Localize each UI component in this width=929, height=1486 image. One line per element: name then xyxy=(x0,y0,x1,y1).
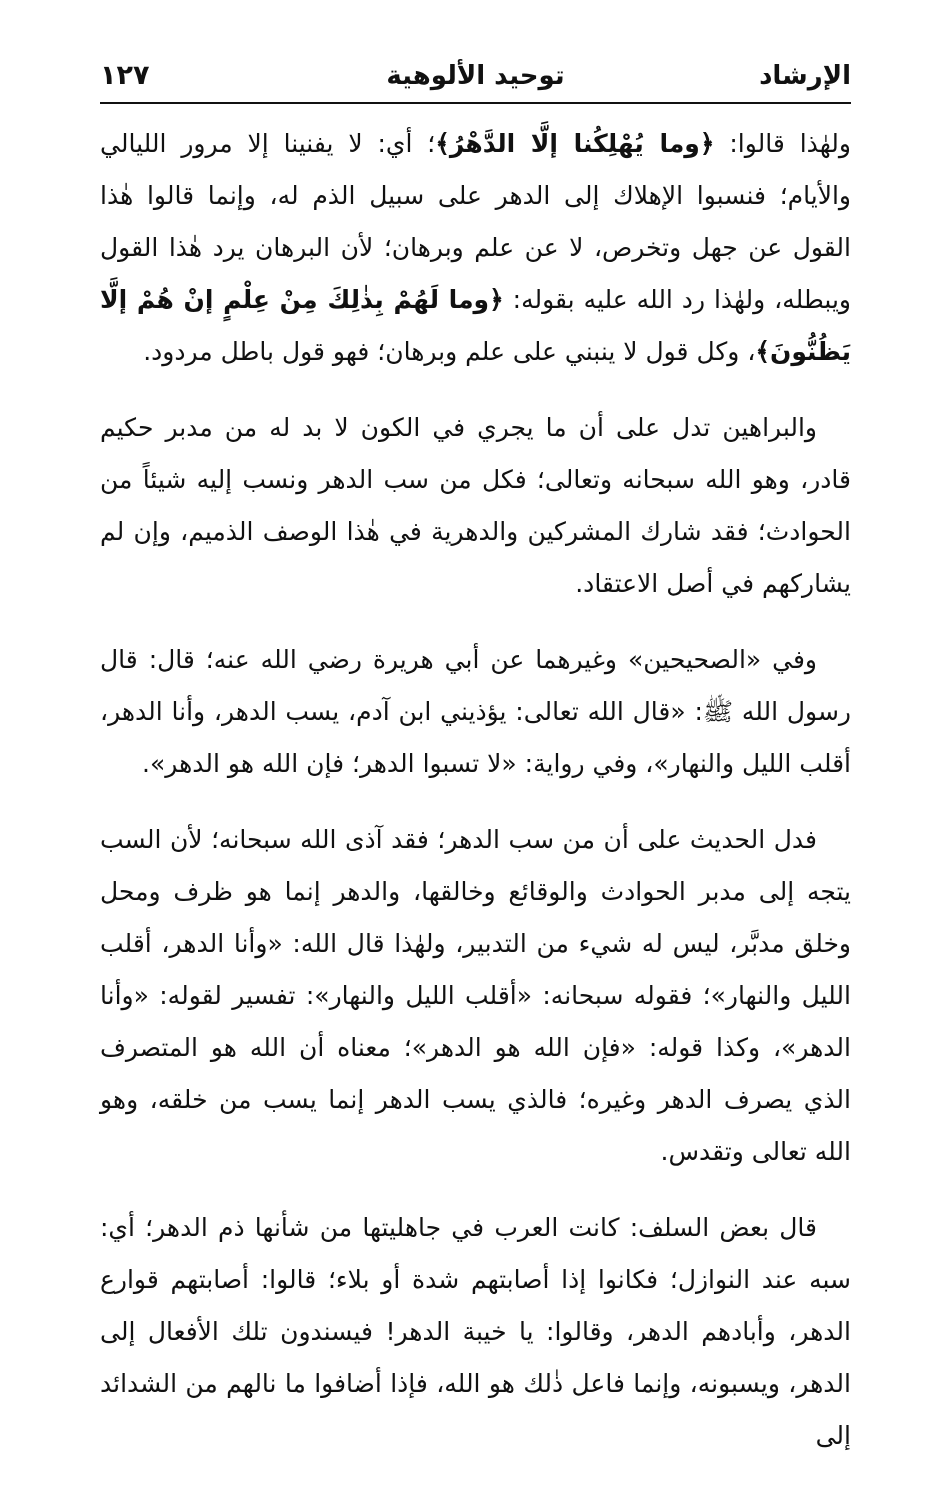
quran-verse-2: ﴿وما لَهُمْ بِذٰلِكَ مِنْ عِلْمٍ إنْ هُمْ إلَّا يَظُنُّونَ﴾ xyxy=(100,285,851,366)
paragraph-4: فدل الحديث على أن من سب الدهر؛ فقد آذى الله سبحانه؛ لأن السب يتجه إلى مدبر الحوادث والوقائع وخالقها، والدهر إنما هو ظرف ومحل وخلق مدبَّر، ليس له شيء من التدبير، ولهٰذا قال الله: «وأنا الدهر، أقلب الليل والنهار»؛ فقوله سبحانه: «أقلب الليل والنهار»: تفسير لقوله: «وأنا الدهر»، وكذا قوله: «فإن الله هو الدهر»؛ معناه أن الله هو المتصرف الذي يصرف الدهر وغيره؛ فالذي يسب الدهر إنما يسب من خلقه، وهو الله تعالى وتقدس. xyxy=(100,825,851,1166)
paragraph-3: وفي «الصحيحين» وغيرهما عن أبي هريرة رضي الله عنه؛ قال: قال رسول الله ﷺ: «قال الله تعالى: يؤذيني ابن آدم، يسب الدهر، وأنا الدهر، أقلب الليل والنهار»، وفي رواية: «لا تسبوا الدهر؛ فإن الله هو الدهر». xyxy=(100,645,851,778)
paragraph-1-text: ولهٰذا قالوا: xyxy=(714,129,851,158)
page-number: ١٢٧ xyxy=(100,60,150,91)
paragraph-1-text-3: ، وكل قول لا ينبني على علم وبرهان؛ فهو قول باطل مردود. xyxy=(143,337,756,366)
paragraph-1 xyxy=(100,118,851,378)
paragraph-5: قال بعض السلف: كانت العرب في جاهليتها من شأنها ذم الدهر؛ أي: سبه عند النوازل؛ فكانوا إذا أصابتهم شدة أو بلاء؛ قالوا: أصابتهم قوارع الدهر، وأبادهم الدهر، وقالوا: يا خيبة الدهر! فيسندون تلك الأفعال إلى الدهر، ويسبونه، وإنما فاعل ذٰلك هو الله، فإذا أضافوا ما نالهم من الشدائد إلى xyxy=(100,1213,851,1450)
quran-verse-1: ﴿وما يُهْلِكُنا إلَّا الدَّهْرُ﴾ xyxy=(435,129,715,158)
chapter-title: توحيد الألوهية xyxy=(386,61,565,91)
book-name: الإرشاد xyxy=(759,61,851,91)
page-header xyxy=(100,58,851,98)
page-body xyxy=(100,118,851,1486)
header-rule xyxy=(100,102,851,104)
paragraph-1-text-2: ؛ أي: لا يفنينا إلا مرور الليالي والأيام؛ فنسبوا الإهلاك إلى الدهر على سبيل الذم له، وإنما قالوا هٰذا القول عن جهل وتخرص، لا عن علم وبرهان؛ لأن البرهان يرد هٰذا القول ويبطله، ولهٰذا رد الله عليه بقوله: xyxy=(100,129,851,314)
paragraph-2: والبراهين تدل على أن ما يجري في الكون لا بد له من مدبر حكيم قادر، وهو الله سبحانه وتعالى؛ فكل من سب الدهر ونسب إليه شيئاً من الحوادث؛ فقد شارك المشركين والدهرية في هٰذا الوصف الذميم، وإن لم يشاركهم في أصل الاعتقاد. xyxy=(100,413,851,598)
